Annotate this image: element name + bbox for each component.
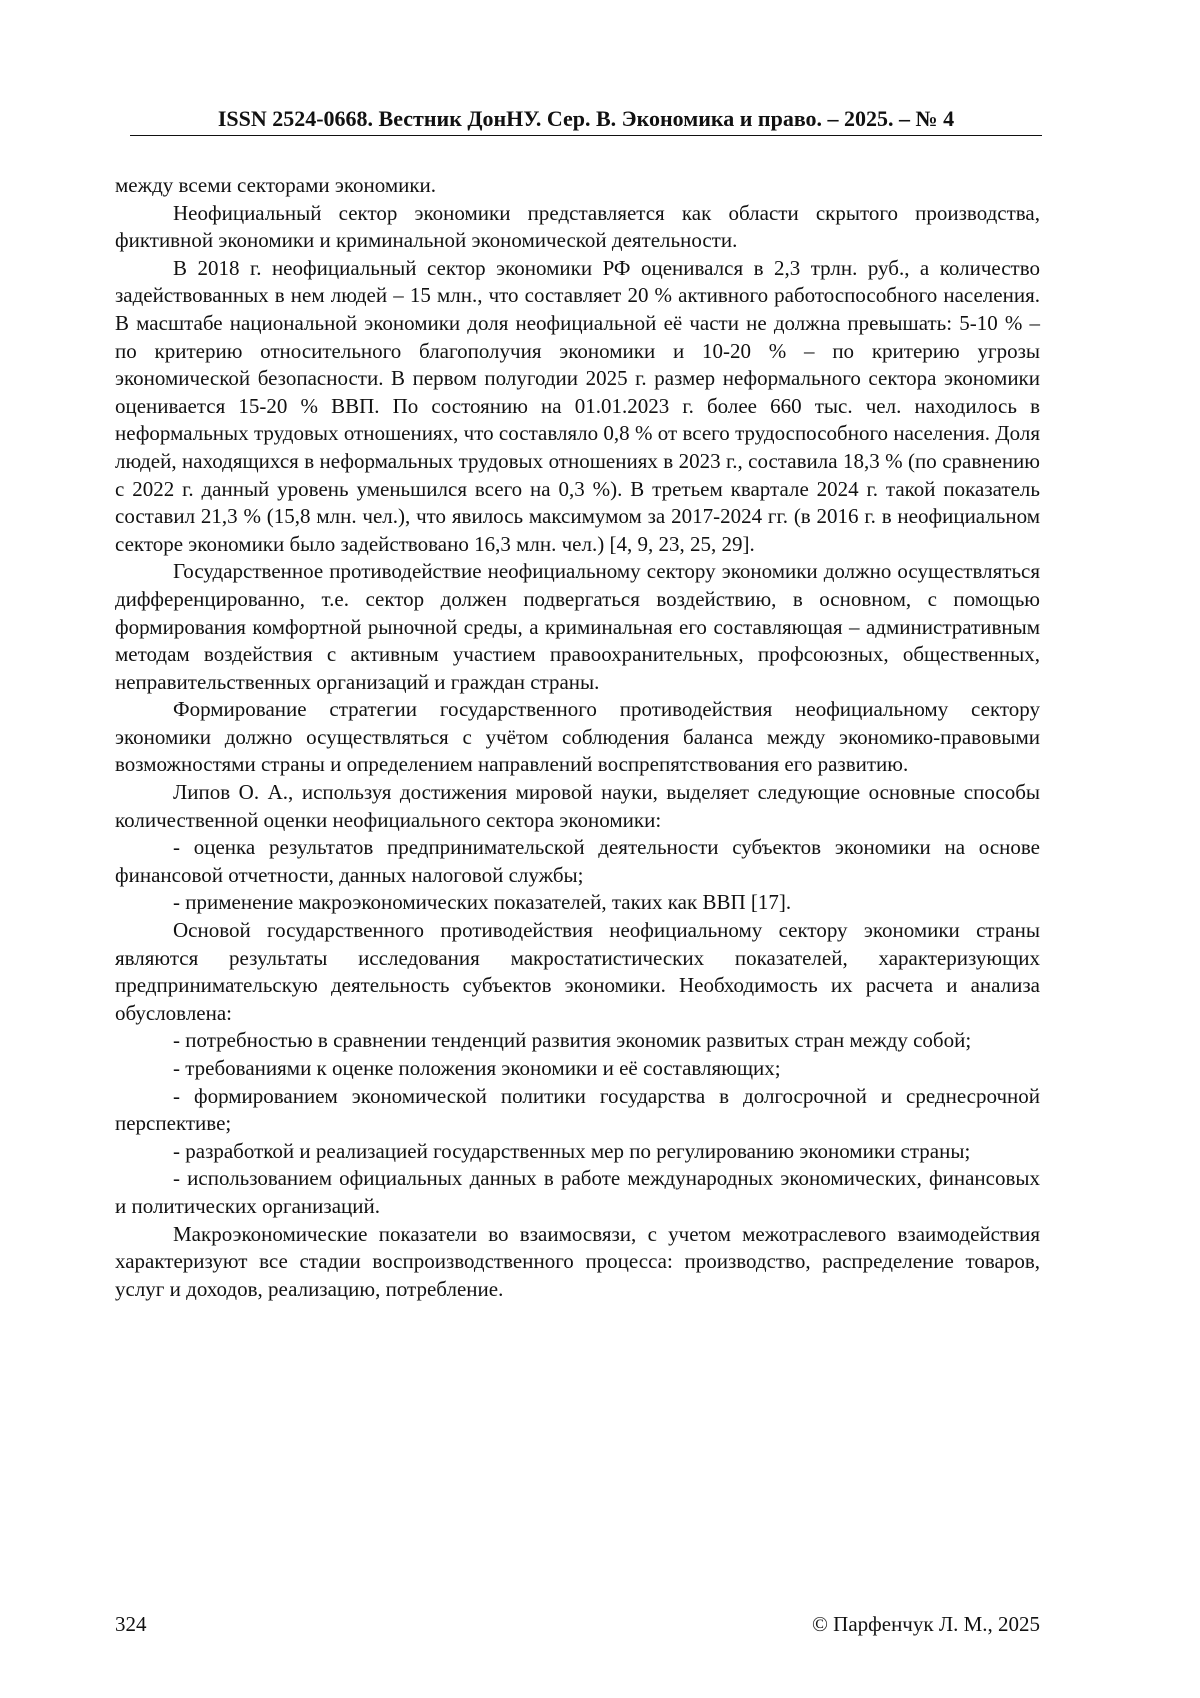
paragraph-informal-sector-statistics: В 2018 г. неофициальный сектор экономики РФ оценивался в 2,3 трлн. руб., а количество задействованных в нем людей – 15 млн., что составляет 20 % активного работоспособного населения. В масштабе национальной экономики доля неофициальной её части не должна превышать: 5-10 % – по критерию относительного благополучия экономики и 10-20 % – по критерию угрозы экономической безопасности. В первом полугодии 2025 г. размер неформального сектора экономики оценивается 15-20 % ВВП. По состоянию на 01.01.2023 г. более 660 тыс. чел. находилось в неформальных трудовых отношениях, что составляло 0,8 % от всего трудоспособного населения. Доля людей, находящихся в неформальных трудовых отношениях в 2023 г., составила 18,3 % (по сравнению с 2022 г. данный уровень уменьшился всего на 0,3 %). В третьем квартале 2024 г. такой показатель составил 21,3 % (15,8 млн. чел.), что явилось максимумом за 2017-2024 гг. (в 2016 г. в неофициальном секторе экономики было задействовано 16,3 млн. чел.) [4, 9, 23, 25, 29]. (115, 255, 1040, 556)
paragraph-lipov-methods: Липов О. А., используя достижения мировой науки, выделяет следующие основные способы количественной оценки неофициального сектора экономики: (115, 780, 1040, 832)
paragraph-state-counteraction: Государственное противодействие неофициальному сектору экономики должно осуществляться дифференцированно, т.е. сектор должен подвергаться воздействию, в основном, с помощью формирования комфортной рыночной среды, а криминальная его составляющая – административным методам воздействия с активным участием правоохранительных, профсоюзных, общественных, неправительственных организаций и граждан страны. (115, 559, 1040, 694)
paragraph-macro-indicators: Макроэкономические показатели во взаимосвязи, с учетом межотраслевого взаимодействия характеризуют все стадии воспроизводственного процесса: производство, распределение товаров, услуг и доходов, реализацию, потребление. (115, 1221, 1040, 1301)
header-divider (130, 135, 1042, 136)
list-item: - потребностью в сравнении тенденций развития экономик развитых стран между собой; (173, 1028, 972, 1053)
paragraph-strategy-formation: Формирование стратегии государственного противодействия неофициальному сектору экономики должно осуществляться с учётом соблюдения баланса между экономико-правовыми возможностями страны и определением направлений воспрепятствования его развитию. (115, 697, 1040, 777)
list-item: - разработкой и реализацией государственных мер по регулированию экономики страны; (173, 1138, 971, 1163)
list-item: - оценка результатов предпринимательской деятельности субъектов экономики на основе финансовой отчетности, данных налоговой службы; (115, 835, 1040, 887)
article-body (115, 172, 1040, 1303)
page-number: 324 (115, 1612, 147, 1636)
list-item: - требованиями к оценке положения экономики и её составляющих; (173, 1056, 781, 1080)
paragraph-continuation: между всеми секторами экономики. (115, 173, 437, 197)
journal-header: ISSN 2524-0668. Вестник ДонНУ. Сер. В. Экономика и право. – 2025. – № 4 (217, 106, 955, 131)
list-item: - применение макроэкономических показателей, таких как ВВП [17]. (173, 890, 792, 915)
paragraph-informal-sector-definition: Неофициальный сектор экономики представляется как области скрытого производства, фиктивной экономики и криминальной экономической деятельности. (115, 200, 1040, 253)
paragraph-macrostatistics: Основой государственного противодействия неофициальному сектору экономики страны являются результаты исследования макростатистических показателей, характеризующих предпринимательскую деятельность субъектов экономики. Необходимость их расчета и анализа обусловлена: (115, 918, 1040, 1025)
list-item: - формированием экономической политики государства в долгосрочной и среднесрочной перспективе; (115, 1083, 1040, 1136)
copyright-notice: © Парфенчук Л. М., 2025 (811, 1612, 1040, 1636)
list-item: - использованием официальных данных в работе международных экономических, финансовых и политических организаций. (115, 1166, 1040, 1218)
